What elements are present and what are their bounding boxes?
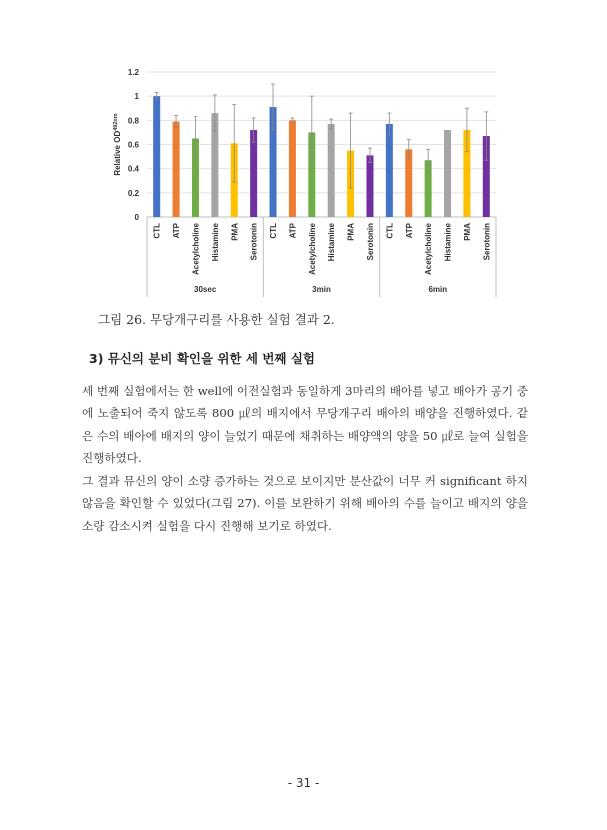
bar [153, 96, 160, 217]
x-tick-label: Serotonin [365, 223, 375, 261]
y-tick-label: 0 [134, 213, 139, 222]
section-heading: 3) 뮤신의 분비 확인을 위한 세 번째 실험 [89, 351, 315, 366]
x-tick-label: PMA [346, 223, 356, 241]
x-tick-label: Acetylcholine [424, 223, 434, 276]
group-label: 3min [312, 285, 331, 294]
bar [444, 130, 451, 217]
x-tick-label: CTL [385, 223, 395, 239]
figure-caption: 그림 26. 무당개구리를 사용한 실험 결과 2. [98, 312, 335, 327]
x-tick-label: Acetylcholine [307, 223, 317, 276]
x-tick-label: ATP [288, 223, 298, 239]
paragraph-2: 그 결과 뮤신의 양이 소량 증가하는 것으로 보이지만 분산값이 너무 커 significant 하지 않음을 확인할 수 있었다(그림 27). 이를 보완하기 위해 배아의 수를 늘이고 배지의 양을 소량 감소시켜 실험을 다시 진행해 보기로 하였다. [82, 474, 528, 533]
bar [366, 155, 373, 217]
y-tick-label: 0.4 [127, 164, 139, 174]
x-tick-label: ATP [404, 223, 414, 239]
x-tick-label: CTL [152, 223, 162, 239]
x-tick-label: Serotonin [482, 223, 492, 261]
y-tick-label: 0.6 [127, 140, 139, 150]
y-tick-label: 1 [134, 92, 139, 102]
bar [328, 124, 335, 217]
x-tick-label: Histamine [327, 223, 337, 262]
group-label: 30sec [194, 285, 217, 294]
x-tick-label: PMA [462, 223, 472, 241]
y-tick-label: 0.8 [127, 116, 139, 126]
bar [405, 149, 412, 217]
x-tick-label: Histamine [443, 223, 453, 262]
paragraph-1: 세 번째 실험에서는 한 well에 이전실험과 동일하게 3마리의 배아를 넣고 배아가 공기 중에 노출되어 죽지 않도록 800 ㎕의 배지에서 무당개구리 배아의 배양을 진행하였다. 같은 수의 배아에 배지의 양이 늘었기 때문에 채취하는 배양액의 양을 50 ㎕로 늘여 실험을 진행하였다. [82, 384, 528, 465]
bar [250, 130, 257, 217]
x-tick-label: Histamine [210, 223, 220, 262]
x-tick-label: Serotonin [249, 223, 259, 261]
y-tick-label: 1.2 [127, 68, 139, 77]
bar [386, 124, 393, 217]
x-tick-label: PMA [230, 223, 240, 241]
x-tick-label: Acetylcholine [191, 223, 201, 276]
page-number: - 31 - [287, 776, 320, 790]
group-label: 6min [428, 285, 448, 294]
bar-chart [0, 0, 607, 305]
x-tick-label: ATP [172, 223, 182, 239]
bar [173, 122, 180, 217]
x-tick-label: CTL [269, 223, 279, 239]
y-axis-label: Relative $OD^{492nm}$ [113, 113, 122, 176]
bar [289, 120, 296, 217]
y-tick-label: 0.2 [127, 188, 139, 198]
